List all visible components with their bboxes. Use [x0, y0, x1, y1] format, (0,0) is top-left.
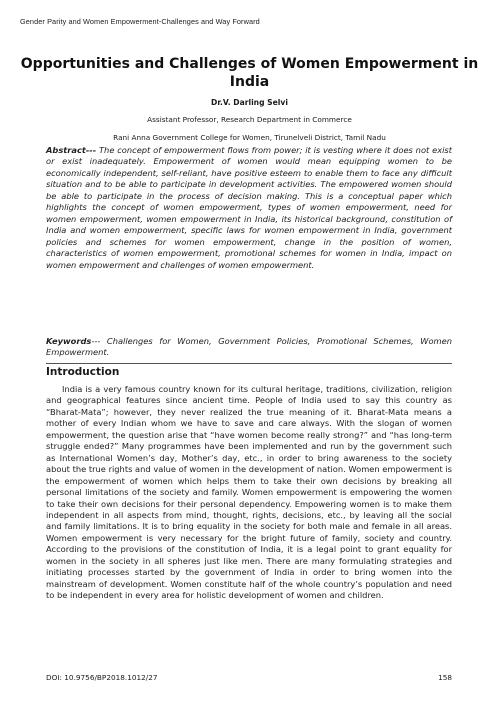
doi-footer: DOI: 10.9756/BP2018.1012/27 — [46, 673, 158, 682]
author-name: Dr.V. Darling Selvi — [211, 98, 288, 107]
abstract-text: The concept of empowerment flows from power; it is vesting where it does not exist or exist inadequately. Empowerment of women would mean equipping women to be economically independent, self-reliant, have positive esteem to enable them to face any difficult situation and to be able to participate in development activities. The empowered women should be able to participate in the process of decision making. This is a conceptual paper which highlights the concept of women empowerment, types of women empowerment, need for women empowerment, women empowerment in India, its historical background, constitution of India and women empowerment, specific laws for women empowerment in India, government policies and schemes for women empowerment, change in the position of women, characteristics of women empowerment, promotional schemes for women in India, impact on women empowerment and challenges of women empowerment. — [46, 145, 452, 270]
author-position: Assistant Professor, Research Department in Commerce — [147, 115, 352, 124]
abstract-label: Abstract--- — [46, 145, 97, 155]
running-header: Gender Parity and Women Empowerment-Challenges and Way Forward — [20, 17, 260, 26]
keywords-text: --- Challenges for Women, Government Policies, Promotional Schemes, Women Empowerment. — [46, 336, 452, 358]
author-institution: Rani Anna Government College for Women, Tirunelveli District, Tamil Nadu — [113, 133, 386, 142]
paper-title: Opportunities and Challenges of Women Empowerment in India — [20, 56, 479, 90]
introduction-paragraph: India is a very famous country known for its cultural heritage, traditions, civilization, religion and geographical features since ancient time. People of India used to say this country as “Bharat-Mata”; however, they never realized the true meaning of it. Bharat-Mata means a mother of every Indian whom we have to save and care always. With the slogan of women empowerment, the question arise that “have women become really strong?” and “has long-term struggle ended?” Many programmes have been implemented and run by the government such as International Women’s day, Mother’s day, etc., in order to bring awareness to the society about the true rights and value of women in the development of nation. Women empowerment is the empowerment of women which helps them to take their own decisions by breaking all personal limitations of the society and family. Women empowerment is empowering the women to take their own decisions for their personal dependency. Empowering women is to make them independent in all aspects from mind, thought, rights, decisions, etc., by leaving all the social and family limitations. It is to bring equality in the society for both male and female in all areas. Women empowerment is very necessary for the bright future of family, society and country. According to the provisions of the constitution of India, it is a legal point to grant equality for women in the society in all spheres just like men. There are many formulating strategies and initiating processes started by the government of India in order to bring women into the mainstream of development. Women constitute half of the whole country’s population and need to be independent in every area for holistic development of women and children. — [46, 384, 452, 601]
introduction-heading: Introduction — [46, 366, 120, 378]
keywords — [46, 336, 452, 359]
section-divider — [46, 363, 452, 364]
keywords-label: Keywords — [46, 336, 92, 346]
page-number: 158 — [438, 673, 452, 682]
abstract — [46, 145, 452, 271]
